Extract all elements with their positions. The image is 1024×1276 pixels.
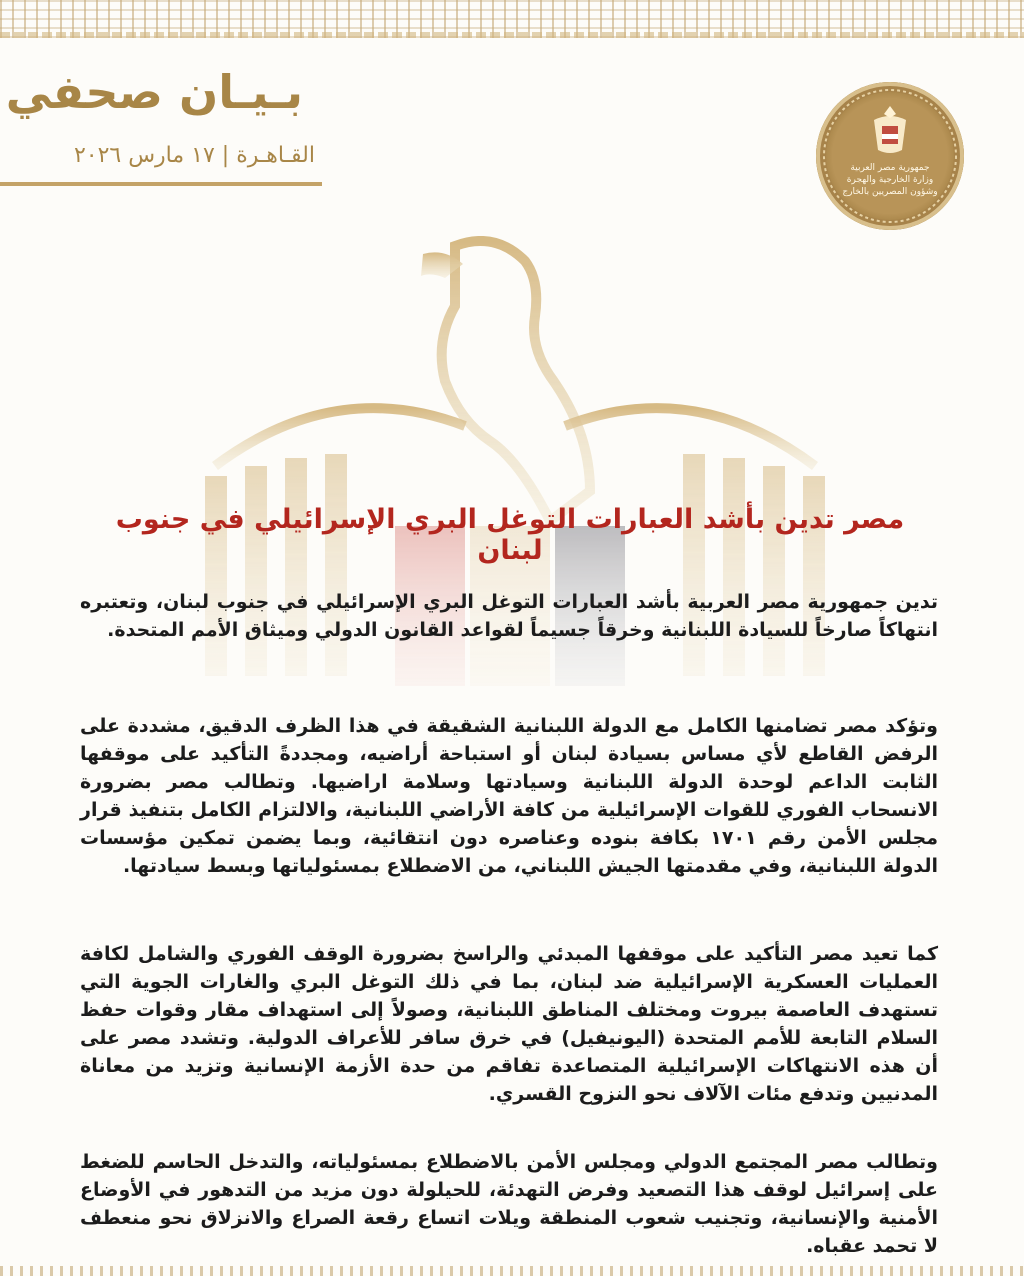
header-divider — [0, 182, 322, 186]
body-paragraph-2: وتؤكد مصر تضامنها الكامل مع الدولة اللبنانية الشقيقة في هذا الظرف الدقيق، مشددة على الرفض القاطع لأي مساس بسيادة لبنان أو استباحة أراضيه، ومجددةً التأكيد على موقفها الثابت الداعم لوحدة الدولة اللبنانية وسيادتها وسلامة اراضيها. وتطالب مصر بضرورة الانسحاب الفوري للقوات الإسرائيلية من كافة الأراضي اللبنانية، والالتزام الكامل بتنفيذ قرار مجلس الأمن رقم ١٧٠١ بكافة بنوده وعناصره دون انتقائية، وبما يضمن تمكين مؤسسات الدولة اللبنانية، وفي مقدمتها الجيش اللبناني، من الاضطلاع بمسئولياتها وبسط سيادتها. — [80, 715, 939, 877]
ornamental-top-border — [0, 0, 1024, 38]
ministry-seal — [816, 82, 964, 230]
body-paragraph-1: تدين جمهورية مصر العربية بأشد العبارات التوغل البري الإسرائيلي في جنوب لبنان، وتعتبره انتهاكاً صارخاً للسيادة اللبنانية وخرقاً جسيماً لقواعد القانون الدولي وميثاق الأمم المتحدة. — [80, 591, 938, 641]
statement-headline: مصر تدين بأشد العبارات التوغل البري الإسرائيلي في جنوب لبنان — [115, 504, 905, 566]
seal-line-2: وزارة الخارجية والهجرة وشؤون المصريين بالخارج — [842, 175, 938, 197]
dateline: القـاهـرة | ١٧ مارس ٢٠٢٦ — [73, 143, 315, 168]
document-type-title: بـيـان صحفي — [5, 65, 303, 119]
seal-inscription — [834, 162, 946, 198]
body-paragraph-3: كما تعيد مصر التأكيد على موقفها المبدئي والراسخ بضرورة الوقف الفوري والشامل لكافة العمليات العسكرية الإسرائيلية ضد لبنان، بما في ذلك التوغل البري والغارات الجوية التي تستهدف العاصمة بيروت ومختلف المناطق اللبنانية، وصولاً إلى استهداف مقار وقوات حفظ السلام التابعة للأمم المتحدة (اليونيفيل) في خرق سافر للأعراف الدولية. وتشدد مصر على أن هذه الانتهاكات الإسرائيلية المتصاعدة تفاقم من حدة الأزمة الإنسانية وتزيد من معاناة المدنيين وتدفع مئات الآلاف نحو النزوح القسري. — [80, 943, 938, 1105]
seal-line-1: جمهورية مصر العربية — [850, 163, 930, 173]
ornamental-bottom-border — [0, 1266, 1024, 1276]
letterhead-title-block — [0, 55, 325, 190]
egypt-eagle-seal-icon — [816, 82, 964, 230]
body-paragraph-4: وتطالب مصر المجتمع الدولي ومجلس الأمن بالاضطلاع بمسئولياته، والتدخل الحاسم للضغط على إسرائيل لوقف هذا التصعيد وفرض التهدئة، للحيلولة دون مزيد من التدهور في الأوضاع الأمنية والإنسانية، وتجنيب شعوب المنطقة ويلات اتساع رقعة الصراع والانزلاق نحو منعطف لا تحمد عقباه. — [80, 1151, 938, 1257]
